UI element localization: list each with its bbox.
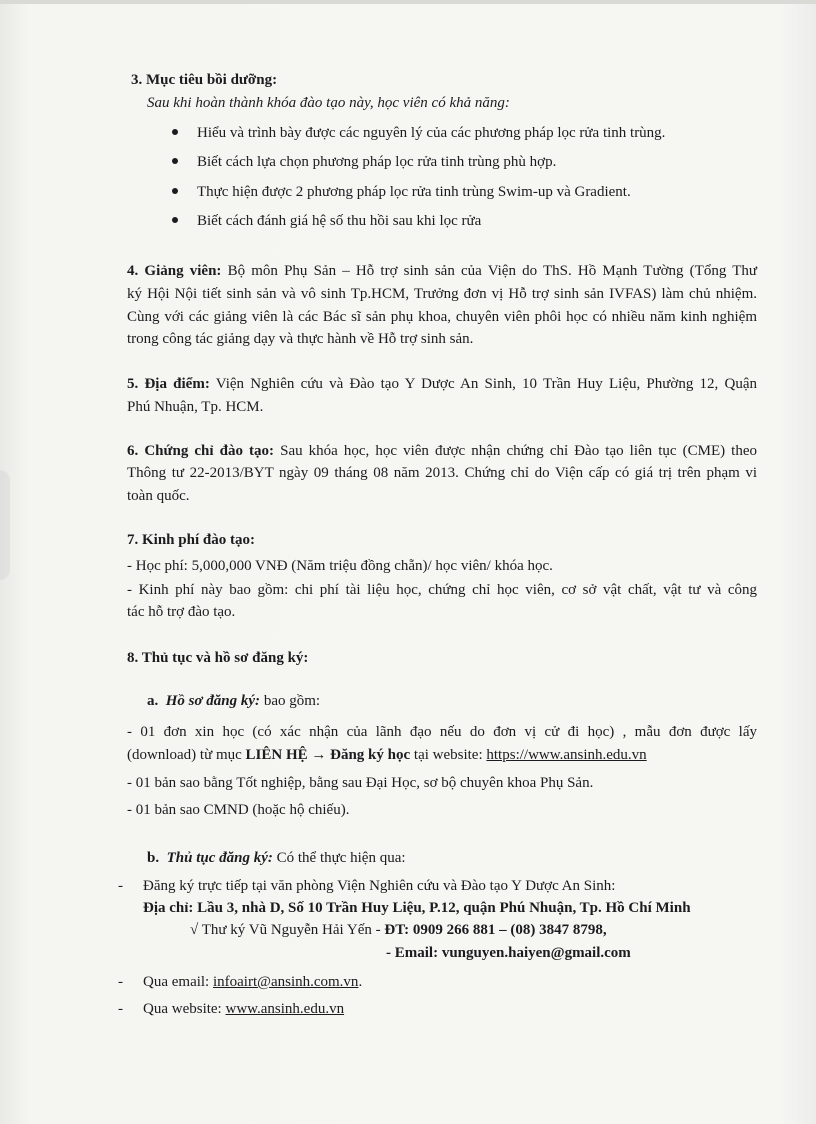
via-website-label: Qua website: xyxy=(143,1001,222,1017)
section-6-line-3: toàn quốc. xyxy=(127,488,190,504)
section-5-line-2: Phú Nhuận, Tp. HCM. xyxy=(127,399,264,415)
section-3-heading: 3. Mục tiêu bồi dưỡng: xyxy=(131,72,278,88)
dash-bullet: - xyxy=(118,1001,123,1017)
sub-b-heading xyxy=(147,848,406,868)
website-link-2[interactable]: www.ansinh.edu.vn xyxy=(225,1001,345,1017)
faded-stamp-mark xyxy=(0,470,10,580)
website-link[interactable]: https://www.ansinh.edu.vn xyxy=(486,747,647,763)
via-email-period: . xyxy=(358,974,363,990)
objective-item: Thực hiện được 2 phương pháp lọc rửa tinh trùng Swim-up và Gradient. xyxy=(197,184,631,200)
document-item-3: - 01 bản sao CMND (hoặc hộ chiếu). xyxy=(127,802,350,818)
fee-line: - Học phí: 5,000,000 VNĐ (Năm triệu đồng chẵn)/ học viên/ khóa học. xyxy=(127,558,553,574)
document-item-2: - 01 bản sao bằng Tốt nghiệp, bằng sau Đại Học, sơ bộ chuyên khoa Phụ Sản. xyxy=(127,775,594,791)
section-8-heading: 8. Thủ tục và hồ sơ đăng ký: xyxy=(127,650,309,666)
objective-item: Hiểu và trình bày được các nguyên lý của các phương pháp lọc rửa tinh trùng. xyxy=(197,125,666,141)
check-icon secretary-name: √ Thư ký Vũ Nguyễn Hải Yến - xyxy=(190,922,381,938)
objective-item: Biết cách đánh giá hệ số thu hồi sau khi lọc rửa xyxy=(197,213,482,229)
sub-b-title: Thủ tục đăng ký: xyxy=(166,850,273,866)
section-6-text: Sau khóa học, học viên được nhận chứng chỉ Đào tạo liên tục (CME) theo xyxy=(280,443,757,459)
item1-mid: tại website: xyxy=(413,747,483,763)
bullet-icon xyxy=(172,217,178,223)
section-4-line-2: ký Hội Nội tiết sinh sản và vô sinh Tp.HCM, Trưởng đơn vị Hỗ trợ sinh sản IVFAS) làm chủ nhiệm. xyxy=(127,286,757,302)
office-address: Địa chỉ: Lầu 3, nhà D, Số 10 Trần Huy Liệu, P.12, quận Phú Nhuận, Tp. Hồ Chí Minh xyxy=(143,900,691,916)
sub-a-label: a. xyxy=(147,693,159,709)
document-item-1-line-1: - 01 đơn xin học (có xác nhận của lãnh đạo nếu do đơn vị cử đi học) , mẫu đơn được lấy xyxy=(127,724,757,740)
section-6-label: 6. Chứng chỉ đào tạo: xyxy=(127,443,275,459)
secretary-contact xyxy=(190,920,607,940)
document-item-1-line-2 xyxy=(127,745,647,765)
section-5-line-1 xyxy=(127,374,757,394)
bullet-icon xyxy=(172,129,178,135)
contact-menu-path: LIÊN HỆ → Đăng ký học xyxy=(245,747,411,763)
section-6-line-2: Thông tư 22-2013/BYT ngày 09 tháng 08 năm 2013. Chứng chỉ do Viện cấp có giá trị trên phạm vi xyxy=(127,465,757,481)
via-email-line xyxy=(143,972,362,992)
section-4-line-3: Cùng với các giảng viên là các Bác sĩ sản phụ khoa, chuyên viên phôi học có nhiều năm kinh nghiệm xyxy=(127,309,757,325)
via-email-label: Qua email: xyxy=(143,974,210,990)
sub-a-heading xyxy=(147,691,320,711)
section-3-intro: Sau khi hoàn thành khóa đào tạo này, học viên có khả năng: xyxy=(147,95,510,111)
dash-bullet: - xyxy=(118,878,123,894)
sub-a-suffix: bao gồm: xyxy=(263,693,321,709)
item1-pre: (download) từ mục xyxy=(127,747,242,763)
fee-includes-line-2: tác hỗ trợ đào tạo. xyxy=(127,604,236,620)
bullet-icon xyxy=(172,188,178,194)
direct-registration: Đăng ký trực tiếp tại văn phòng Viện Nghiên cứu và Đào tạo Y Dược An Sinh: xyxy=(143,878,616,894)
bullet-icon xyxy=(172,158,178,164)
section-6-line-1 xyxy=(127,441,757,461)
secretary-email: - Email: vunguyen.haiyen@gmail.com xyxy=(386,945,631,961)
page-top-edge xyxy=(0,0,816,4)
section-4-text: Bộ môn Phụ Sản – Hỗ trợ sinh sản của Viện do ThS. Hồ Mạnh Tường (Tổng Thư xyxy=(227,263,758,279)
dash-bullet: - xyxy=(118,974,123,990)
email-link[interactable]: infoairt@ansinh.com.vn xyxy=(212,974,359,990)
sub-b-suffix: Có thể thực hiện qua: xyxy=(276,850,406,866)
sub-a-title: Hồ sơ đăng ký: xyxy=(165,693,261,709)
objective-item: Biết cách lựa chọn phương pháp lọc rửa tinh trùng phù hợp. xyxy=(197,154,557,170)
phone-numbers: ĐT: 0909 266 881 – (08) 3847 8798, xyxy=(384,922,607,938)
section-4-label: 4. Giảng viên: xyxy=(127,263,222,279)
section-7-heading: 7. Kinh phí đào tạo: xyxy=(127,532,255,548)
section-5-label: 5. Địa điểm: xyxy=(127,376,210,392)
section-4-line-4: trong công tác giảng dạy và thực hành về Hỗ trợ sinh sản. xyxy=(127,331,474,347)
fee-includes-line-1: - Kinh phí này bao gồm: chi phí tài liệu học, chứng chỉ học viên, cơ sở vật chất, vật tư và công xyxy=(127,582,757,598)
section-5-text: Viện Nghiên cứu và Đào tạo Y Dược An Sinh, 10 Trần Huy Liệu, Phường 12, Quận xyxy=(215,376,757,392)
via-website-line xyxy=(143,999,344,1019)
sub-b-label: b. xyxy=(147,850,160,866)
section-4-line-1 xyxy=(127,261,757,281)
